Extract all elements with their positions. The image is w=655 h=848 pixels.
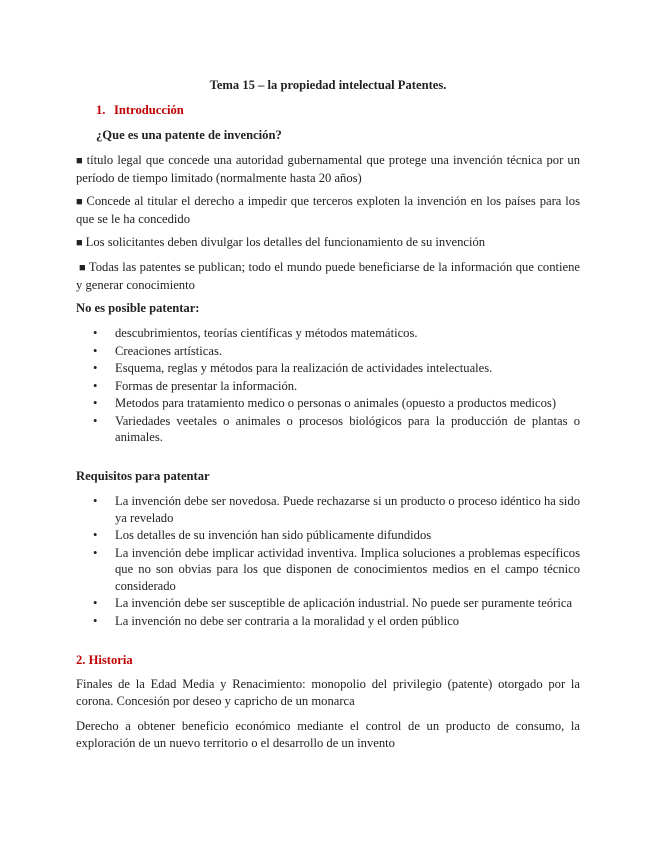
square-bullet-icon: ■	[79, 262, 86, 274]
bullet-icon: •	[93, 613, 98, 628]
bullet-icon: •	[93, 326, 98, 340]
section-1-title: Introducción	[114, 103, 184, 117]
list-item: • Creaciones artísticas.	[93, 343, 223, 358]
intro-paragraph-2: ■ Concede al titular el derecho a impedir que terceros exploten la invención en los países para los que se le ha concedido	[76, 194, 580, 226]
list-item: • La invención debe ser susceptible de aplicación industrial. No puede ser puramente teórica	[93, 596, 573, 610]
requirements-heading: Requisitos para patentar	[76, 469, 210, 483]
intro-paragraph-4: ■ Todas las patentes se publican; todo el mundo puede beneficiarse de la información que contiene y generar conocimiento	[76, 260, 580, 292]
square-bullet-icon: ■	[76, 196, 84, 208]
intro-paragraph-1: ■ título legal que concede una autoridad gubernamental que protege una invención técnica por un período de tiempo limitado (normalmente hasta 20 años)	[76, 153, 581, 185]
patent-question: ¿Que es una patente de invención?	[96, 128, 282, 142]
list-item: • descubrimientos, teorías científicas y métodos matemáticos.	[93, 326, 418, 340]
list-item: • La invención no debe ser contraria a la moralidad y el orden público	[93, 613, 460, 628]
bullet-icon: •	[93, 396, 98, 410]
bullet-icon: •	[93, 378, 98, 393]
not-patentable-list	[76, 325, 580, 447]
list-item: • Esquema, reglas y métodos para la realización de actividades intelectuales.	[93, 361, 493, 375]
list-item: • Los detalles de su invención han sido públicamente difundidos	[93, 528, 432, 542]
section-1-number: 1.	[96, 103, 106, 117]
list-item: • Variedades veetales o animales o procesos biológicos para la producción de plantas o animales.	[93, 413, 580, 444]
list-item: • La invención debe ser novedosa. Puede rechazarse si un producto o proceso idéntico ha sido ya revelado	[93, 494, 580, 525]
list-item: • La invención debe implicar actividad inventiva. Implica soluciones a problemas específicos que no son obvias para los que disponen de conocimientos medios en el campo técnico considerado	[93, 545, 580, 593]
bullet-icon: •	[93, 545, 98, 560]
bullet-icon: •	[93, 494, 98, 508]
bullet-icon: •	[93, 596, 98, 610]
section-1-heading	[76, 102, 580, 119]
list-item: • Metodos para tratamiento medico o personas o animales (opuesto a productos medicos)	[93, 396, 557, 410]
intro-paragraph-3: ■ Los solicitantes deben divulgar los detalles del funcionamiento de su invención	[76, 235, 486, 249]
history-paragraph-1: Finales de la Edad Media y Renacimiento: monopolio del privilegio (patente) otorgado por la corona. Concesión por deseo y capricho de un monarca	[76, 677, 580, 708]
bullet-icon: •	[93, 413, 98, 428]
bullet-icon: •	[93, 343, 98, 358]
not-patentable-heading: No es posible patentar:	[76, 301, 200, 315]
section-2-heading: 2. Historia	[76, 653, 133, 667]
requirements-list	[76, 493, 580, 630]
document-title: Tema 15 – la propiedad intelectual Patentes.	[209, 78, 447, 92]
bullet-icon: •	[93, 528, 98, 542]
bullet-icon: •	[93, 361, 98, 375]
square-bullet-icon: ■	[76, 155, 84, 167]
history-paragraph-2: Derecho a obtener beneficio económico mediante el control de un producto de consumo, la exploración de un nuevo territorio o el desarrollo de un invento	[76, 719, 580, 750]
list-item: • Formas de presentar la información.	[93, 378, 298, 393]
square-bullet-icon: ■	[76, 237, 83, 249]
